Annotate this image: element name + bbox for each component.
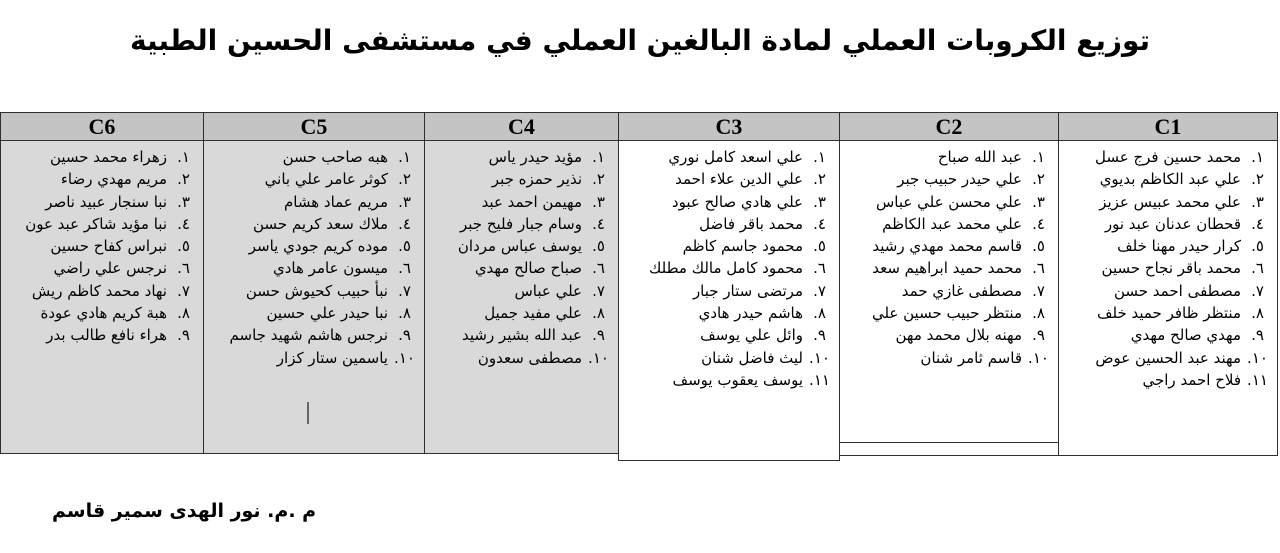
student-name: هاشم حيدر هادي (698, 304, 803, 323)
student-row (621, 146, 836, 168)
student-name: مؤيد حيدر ياس (488, 148, 582, 166)
student-number: ٦. (1032, 259, 1045, 278)
student-row (1061, 168, 1274, 190)
student-row (621, 302, 836, 324)
student-name: منتظر حبيب حسين علي (871, 304, 1022, 323)
student-row (206, 213, 421, 235)
student-name: مهند عبد الحسين عوض (1095, 348, 1241, 367)
student-name: وائل علي يوسف (700, 326, 803, 345)
student-number: ٩. (177, 326, 190, 345)
student-number: ٤. (813, 214, 826, 233)
student-row (1061, 213, 1274, 235)
student-name: محمد حميد ابراهيم سعد (872, 259, 1022, 278)
student-name: علي هادي صالح عبود (671, 192, 803, 211)
student-number: ٢. (592, 170, 605, 189)
column-header-C5: C5 (204, 113, 424, 141)
student-row (3, 146, 200, 168)
student-row (206, 257, 421, 279)
student-number: ١. (592, 148, 605, 166)
student-name: محمود جاسم كاظم (682, 237, 803, 256)
student-number: ٥. (592, 237, 605, 256)
student-row (206, 146, 421, 168)
student-row (427, 347, 615, 369)
student-name: قاسم محمد مهدي رشيد (872, 237, 1022, 256)
student-number: ١. (1251, 148, 1264, 166)
student-name: هراء نافع طالب بدر (46, 326, 167, 345)
student-name: علي مفيد جميل (484, 304, 582, 323)
student-row (3, 257, 200, 279)
student-number: ٨. (1032, 304, 1045, 323)
student-row (3, 191, 200, 213)
column-body-C6 (1, 141, 203, 347)
student-name: نبا مؤيد شاكر عبد عون (25, 214, 167, 233)
student-number: ٧. (592, 281, 605, 300)
column-body-C2 (840, 141, 1058, 369)
student-name: زهراء محمد حسين (49, 148, 167, 166)
student-row (842, 302, 1055, 324)
student-row (1061, 324, 1274, 346)
student-number: ٥. (1251, 237, 1264, 256)
student-row (427, 168, 615, 190)
student-name: نذير حمزه جبر (491, 170, 582, 189)
student-number: ٣. (813, 192, 826, 211)
student-row (3, 168, 200, 190)
student-row (842, 347, 1055, 369)
student-number: ٤. (177, 214, 190, 233)
student-number: ١٠. (1247, 348, 1268, 367)
student-name: علي حيدر حبيب جبر (897, 170, 1022, 189)
student-number: ٩. (592, 326, 605, 345)
student-number: ٦. (1251, 259, 1264, 278)
student-name: ليث فاضل شنان (701, 348, 803, 367)
student-name: مهدي صالح مهدي (1130, 326, 1241, 345)
student-name: نبا حيدر علي حسين (266, 304, 388, 323)
column-header-C2: C2 (840, 113, 1058, 141)
column-body-C3 (619, 141, 839, 391)
student-row (621, 191, 836, 213)
column-body-C1 (1059, 141, 1277, 391)
student-name: علي عبد الكاظم بديوي (1099, 170, 1241, 189)
column-body-C5 (204, 141, 424, 369)
student-row (427, 191, 615, 213)
student-name: علي عباس (514, 281, 582, 300)
student-name: مصطفى غازي حمد (901, 281, 1022, 300)
student-name: قاسم ثامر شنان (920, 348, 1022, 367)
student-name: محمد حسين فرج عسل (1095, 148, 1241, 166)
student-row (1061, 257, 1274, 279)
student-row (427, 146, 615, 168)
student-name: مريم مهدي رضاء (60, 170, 167, 189)
student-number: ٤. (1251, 214, 1264, 233)
student-name: قحطان عدنان عبد نور (1104, 214, 1241, 233)
column-header-C1: C1 (1059, 113, 1277, 141)
student-row (1061, 280, 1274, 302)
student-row (621, 369, 836, 391)
student-row (621, 257, 836, 279)
student-name: مهيمن احمد عبد (481, 192, 582, 211)
student-number: ٣. (592, 192, 605, 211)
student-row (1061, 369, 1274, 391)
student-name: نبراس كفاح حسين (50, 237, 167, 256)
student-name: نهاد محمد كاظم ريش (31, 281, 167, 300)
student-name: محمد باقر نجاح حسين (1101, 259, 1241, 278)
student-name: علي الدين علاء احمد (675, 170, 803, 189)
student-row (206, 347, 421, 369)
document-title: توزيع الكروبات العملي لمادة البالغين العملي في مستشفى الحسين الطبية (129, 24, 1151, 57)
student-number: ٢. (398, 170, 411, 189)
student-name: موده كريم جودي ياسر (248, 237, 388, 256)
student-row (206, 191, 421, 213)
student-row (427, 235, 615, 257)
student-number: ٧. (177, 281, 190, 300)
student-number: ٣. (1251, 192, 1264, 211)
student-name: ميسون عامر هادي (273, 259, 388, 278)
student-row (842, 257, 1055, 279)
student-number: ١١. (1247, 370, 1268, 389)
student-number: ٧. (1251, 281, 1264, 300)
student-row (3, 213, 200, 235)
student-name: وسام جبار فليح جبر (459, 214, 582, 233)
student-number: ٧. (398, 281, 411, 300)
student-row (206, 235, 421, 257)
student-name: علي اسعد كامل نوري (668, 148, 803, 166)
student-row (842, 235, 1055, 257)
student-number: ٨. (813, 304, 826, 323)
student-number: ١٠. (394, 348, 415, 367)
student-number: ٢. (1251, 170, 1264, 189)
student-number: ٣. (1032, 192, 1045, 211)
student-row (3, 280, 200, 302)
student-number: ٤. (1032, 214, 1045, 233)
student-name: مصطفى احمد حسن (1113, 281, 1241, 300)
student-number: ٩. (1032, 326, 1045, 345)
student-row (842, 280, 1055, 302)
student-name: فلاح احمد راجي (1142, 370, 1241, 389)
student-name: علي محسن علي عباس (875, 192, 1022, 211)
student-row (427, 213, 615, 235)
student-name: مريم عماد هشام (283, 192, 388, 211)
student-number: ٢. (1032, 170, 1045, 189)
student-number: ٧. (813, 281, 826, 300)
student-row (842, 146, 1055, 168)
student-row (427, 257, 615, 279)
student-number: ٦. (398, 259, 411, 278)
student-row (842, 213, 1055, 235)
column-header-C3: C3 (619, 113, 839, 141)
text-cursor (307, 402, 309, 424)
student-row (3, 302, 200, 324)
student-name: عبد الله صباح (937, 148, 1022, 166)
student-number: ٩. (398, 326, 411, 345)
student-name: صباح صالح مهدي (474, 259, 582, 278)
student-name: مهنه بلال محمد مهن (895, 326, 1022, 345)
student-name: منتظر ظافر حميد خلف (1096, 304, 1241, 323)
student-name: يوسف عباس مردان (457, 237, 582, 256)
student-row (621, 347, 836, 369)
student-name: مصطفى سعدون (477, 348, 582, 367)
student-number: ٣. (177, 192, 190, 211)
student-row (1061, 347, 1274, 369)
group-column-C5 (203, 112, 425, 454)
student-number: ٥. (398, 237, 411, 256)
student-number: ٦. (813, 259, 826, 278)
group-column-C2 (839, 112, 1059, 443)
student-name: علي محمد عبد الكاظم (882, 214, 1022, 233)
student-row (3, 324, 200, 346)
signature-line: م .م. نور الهدى سمير قاسم (52, 500, 317, 522)
student-name: عبد الله بشير رشيد (462, 326, 582, 345)
column-header-C4: C4 (425, 113, 618, 141)
student-row (3, 235, 200, 257)
group-column-C1 (1058, 112, 1278, 456)
column-header-C6: C6 (1, 113, 203, 141)
student-row (842, 324, 1055, 346)
student-number: ١٠. (809, 348, 830, 367)
student-name: كرار حيدر مهنا خلف (1117, 237, 1241, 256)
student-row (1061, 191, 1274, 213)
student-row (842, 168, 1055, 190)
student-row (206, 302, 421, 324)
student-number: ٢. (813, 170, 826, 189)
student-name: يوسف يعقوب يوسف (672, 370, 803, 389)
student-row (621, 324, 836, 346)
student-number: ٨. (177, 304, 190, 323)
student-number: ١. (398, 148, 411, 166)
student-number: ٩. (813, 326, 826, 345)
student-number: ١. (813, 148, 826, 166)
student-row (621, 168, 836, 190)
student-row (621, 280, 836, 302)
student-name: هبه صاحب حسن (282, 148, 388, 166)
group-column-C6 (0, 112, 204, 454)
student-row (1061, 302, 1274, 324)
student-number: ٨. (398, 304, 411, 323)
student-name: محمد باقر فاضل (699, 214, 803, 233)
student-row (1061, 146, 1274, 168)
student-number: ١. (177, 148, 190, 166)
student-row (206, 324, 421, 346)
student-number: ٤. (398, 214, 411, 233)
group-column-C4 (424, 112, 619, 454)
student-name: مرتضى ستار جبار (692, 281, 803, 300)
student-name: نبأ حبيب كحيوش حسن (245, 281, 388, 300)
student-row (427, 324, 615, 346)
student-number: ١٠. (588, 348, 609, 367)
student-number: ٦. (177, 259, 190, 278)
student-name: ملاك سعد كريم حسن (253, 214, 388, 233)
student-name: هبة كريم هادي عودة (40, 304, 167, 323)
student-name: محمود كامل مالك مطلك (649, 259, 803, 278)
student-row (621, 235, 836, 257)
student-name: علي محمد عبيس عزيز (1099, 192, 1241, 211)
student-row (427, 280, 615, 302)
group-column-C3 (618, 112, 840, 461)
table-bottom-border-segment (839, 455, 1058, 456)
column-body-C4 (425, 141, 618, 369)
student-number: ٥. (177, 237, 190, 256)
student-name: ياسمين ستار كزار (276, 348, 388, 367)
student-number: ١١. (809, 370, 830, 389)
student-number: ٥. (813, 237, 826, 256)
student-row (842, 191, 1055, 213)
student-number: ١. (1032, 148, 1045, 166)
student-row (621, 213, 836, 235)
student-number: ٨. (592, 304, 605, 323)
student-number: ١٠. (1028, 348, 1049, 367)
student-row (427, 302, 615, 324)
student-row (206, 280, 421, 302)
student-number: ٧. (1032, 281, 1045, 300)
student-number: ٦. (592, 259, 605, 278)
student-number: ٨. (1251, 304, 1264, 323)
student-number: ٤. (592, 214, 605, 233)
student-name: نبا سنجار عبيد ناصر (45, 192, 167, 211)
student-number: ٣. (398, 192, 411, 211)
student-name: كوثر عامر علي باني (264, 170, 388, 189)
student-number: ٩. (1251, 326, 1264, 345)
student-name: نرجس هاشم شهيد جاسم (229, 326, 388, 345)
student-name: نرجس علي راضي (53, 259, 167, 278)
student-row (1061, 235, 1274, 257)
student-row (206, 168, 421, 190)
student-number: ٥. (1032, 237, 1045, 256)
student-number: ٢. (177, 170, 190, 189)
